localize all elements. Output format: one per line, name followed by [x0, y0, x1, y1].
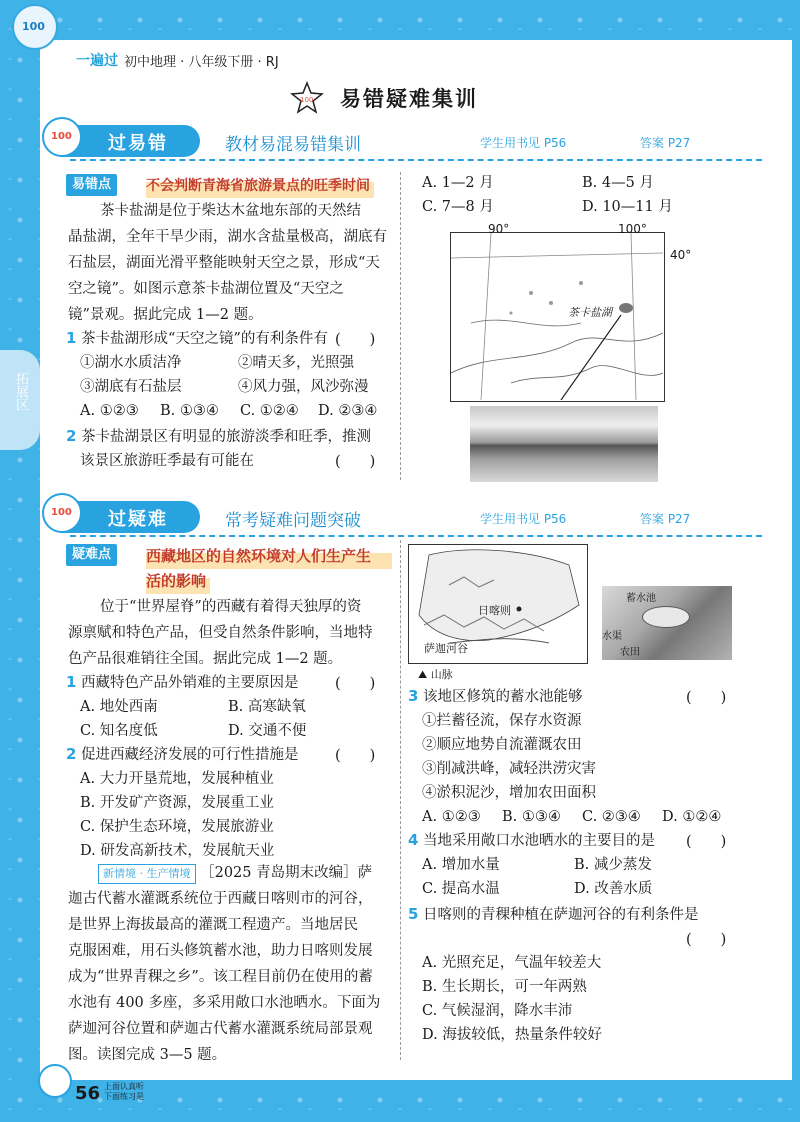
- option: ②晴天多，光照强: [238, 355, 354, 371]
- section-subtitle: 教材易混易错集训: [225, 135, 361, 155]
- question-4: [408, 830, 655, 852]
- choice[interactable]: A. ①②③: [80, 403, 139, 419]
- passage-line: 茶卡盐湖是位于柴达木盆地东部的天然结: [100, 203, 361, 219]
- lake-shape: [619, 303, 633, 313]
- context-line: 克服困难，用石头修筑蓄水池，助力日喀则发展: [68, 943, 373, 959]
- hard-point-title-cont: 活的影响: [146, 572, 207, 590]
- question-number: 5: [408, 905, 419, 923]
- choice[interactable]: B. 减少蒸发: [574, 857, 652, 873]
- section-ref: 学生用书见 P56: [480, 512, 567, 526]
- choice[interactable]: B. 开发矿产资源，发展重工业: [80, 795, 274, 811]
- qinghai-map: [450, 232, 665, 402]
- brand-name: 一遍过: [76, 53, 118, 69]
- question-stem: 日喀则的青稞种植在萨迦河谷的有利条件是: [423, 907, 699, 923]
- choice[interactable]: C. 保护生态环境，发展旅游业: [80, 819, 274, 835]
- option: ④淤积泥沙，增加农田面积: [422, 785, 596, 801]
- hard-point-tag: 疑难点: [66, 544, 117, 566]
- mascot-icon: [42, 493, 82, 533]
- answer-blank[interactable]: ( ): [335, 676, 376, 692]
- passage-line: 晶盐湖，全年干旱少雨，湖水含盐量极高，湖底有: [68, 229, 387, 245]
- context-line: 图。读图完成 3—5 题。: [68, 1047, 227, 1063]
- option: ①拦蓄径流，保存水资源: [422, 713, 582, 729]
- page-title: 易错疑难集训: [340, 87, 478, 111]
- question-number: 2: [66, 427, 77, 445]
- choice[interactable]: D. ①②④: [662, 809, 722, 825]
- passage-line: 位于“世界屋脊”的西藏有着得天独厚的资: [100, 599, 362, 615]
- answer-blank[interactable]: ( ): [335, 748, 376, 764]
- choice[interactable]: A. 光照充足，气温年较差大: [422, 955, 602, 971]
- page-title-block: [290, 78, 570, 118]
- choice[interactable]: D. 研发高新技术，发展航天业: [80, 843, 275, 859]
- passage-line: 镜”景观。据此完成 1—2 题。: [68, 307, 263, 323]
- hard-point-title: 西藏地区的自然环境对人们生产生: [146, 547, 372, 565]
- question-5: [408, 904, 699, 926]
- choice[interactable]: D. 改善水质: [574, 881, 653, 897]
- map-legend: [418, 664, 453, 686]
- question-number: 2: [66, 745, 77, 763]
- question-1: [66, 328, 328, 350]
- side-tab-label: 拓展区: [13, 372, 28, 411]
- passage-line: 石盐层，湖面光滑平整能映射天空之景，形成“天: [68, 255, 380, 271]
- mountain-icon: ⛰: [418, 668, 428, 681]
- map-lake-label: 茶卡盐湖: [568, 306, 612, 319]
- choice[interactable]: A. 大力开垦荒地，发展种植业: [80, 771, 274, 787]
- question-stem: 该地区修筑的蓄水池能够: [423, 689, 583, 705]
- map-lon-90: 90°: [488, 222, 510, 236]
- column-divider: [400, 540, 401, 1060]
- question-2: [66, 744, 299, 766]
- option: ③湖底有石盐层: [80, 379, 182, 395]
- choice[interactable]: D. 交通不便: [228, 723, 307, 739]
- option: ②顺应地势自流灌溉农田: [422, 737, 582, 753]
- map-lat-40: 40°: [670, 248, 692, 262]
- footer-logo-icon: [38, 1064, 72, 1098]
- map-valley-label: 萨迦河谷: [424, 642, 468, 655]
- section-ref: 学生用书见 P56: [480, 136, 567, 150]
- choice[interactable]: D. 10—11 月: [582, 199, 673, 215]
- context-tag: 新情境 · 生产情境: [98, 864, 196, 884]
- brand-logo-icon: [12, 4, 58, 50]
- page-number: 56: [75, 1083, 101, 1104]
- choice[interactable]: D. ②③④: [318, 403, 378, 419]
- error-point-tag: 易错点: [66, 174, 117, 196]
- map-city-label: 日喀则: [478, 604, 511, 617]
- question-2: [66, 426, 371, 448]
- error-point-title: 不会判断青海省旅游景点的旺季时间: [146, 178, 370, 194]
- section-badge: [60, 125, 200, 157]
- context-line: 萨迦河谷位置和萨迦古代蓄水灌溉系统局部景观: [68, 1021, 373, 1037]
- section-divider: [70, 535, 762, 537]
- context-line: 水池有 400 多座，多采用敞口水池晒水。下面为: [68, 995, 381, 1011]
- choice[interactable]: C. 提高水温: [422, 881, 500, 897]
- choice[interactable]: B. ①③④: [160, 403, 219, 419]
- map-lon-100: 100°: [618, 222, 647, 236]
- course-title: 初中地理 · 八年级下册 · RJ: [124, 55, 279, 70]
- passage-line: 色产品很难销往全国。据此完成 1—2 题。: [68, 651, 343, 667]
- answer-blank[interactable]: ( ): [335, 332, 376, 348]
- footer-note-line: 上面认真听: [104, 1082, 144, 1091]
- section-answer: 答案 P27: [640, 136, 691, 150]
- passage-line: 空之镜”。如图示意茶卡盐湖位置及“天空之: [68, 281, 344, 297]
- section-subtitle: 常考疑难问题突破: [225, 511, 361, 531]
- answer-blank[interactable]: ( ): [335, 454, 376, 470]
- sky-mirror-photo: [470, 406, 658, 482]
- legend-label: 山脉: [430, 668, 453, 681]
- choice[interactable]: B. ①③④: [502, 809, 561, 825]
- choice[interactable]: C. ②③④: [582, 809, 641, 825]
- question-1: [66, 672, 299, 694]
- choice[interactable]: B. 高寒缺氧: [228, 699, 306, 715]
- question-stem: 茶卡盐湖景区有明显的旅游淡季和旺季，推测: [81, 429, 372, 445]
- section-bar-errors: [40, 125, 762, 157]
- section-badge: [60, 501, 200, 533]
- choice[interactable]: B. 生长期长，可一年两熟: [422, 979, 587, 995]
- choice[interactable]: C. 知名度低: [80, 723, 158, 739]
- answer-blank[interactable]: ( ): [686, 690, 727, 706]
- question-stem: 西藏特色产品外销难的主要原因是: [81, 675, 299, 691]
- answer-blank[interactable]: ( ): [686, 932, 727, 948]
- option: ④风力强，风沙弥漫: [238, 379, 369, 395]
- map-svg: [451, 233, 663, 400]
- question-stem: 当地采用敞口水池晒水的主要目的是: [423, 833, 656, 849]
- question-number: 1: [66, 329, 77, 347]
- section-badge-label: 过易错: [108, 133, 168, 154]
- context-source: ［2025 青岛期末改编］萨: [200, 865, 373, 881]
- answer-blank[interactable]: ( ): [686, 834, 727, 850]
- choice[interactable]: B. 4—5 月: [582, 175, 654, 191]
- mascot-icon: [42, 117, 82, 157]
- choice[interactable]: A. 1—2 月: [422, 175, 494, 191]
- footer-note: [104, 1082, 144, 1102]
- choice[interactable]: A. 地处西南: [80, 699, 158, 715]
- section-divider: [70, 159, 762, 161]
- context-line: 是世界上海拔最高的灌溉工程遗产。当地居民: [68, 917, 358, 933]
- choice[interactable]: C. 气候湿润，降水丰沛: [422, 1003, 573, 1019]
- footer-note-line: 下面练习是: [104, 1092, 144, 1101]
- question-number: 1: [66, 673, 77, 691]
- question-stem: 促进西藏经济发展的可行性措施是: [81, 747, 299, 763]
- passage-line: 源禀赋和特色产品，但受自然条件影响，当地特: [68, 625, 373, 641]
- context-header: [98, 862, 372, 884]
- section-badge-label: 过疑难: [108, 509, 168, 530]
- question-stem-cont: 该景区旅游旺季最有可能在: [80, 453, 254, 469]
- choice[interactable]: C. ①②④: [240, 403, 299, 419]
- photo-pool-label: 蓄水池: [626, 593, 656, 604]
- section-answer: 答案 P27: [640, 512, 691, 526]
- option: ①湖水水质洁净: [80, 355, 182, 371]
- choice[interactable]: C. 7—8 月: [422, 199, 494, 215]
- column-divider: [400, 172, 401, 480]
- choice[interactable]: A. ①②③: [422, 809, 481, 825]
- section-bar-difficult: [40, 501, 762, 533]
- svg-text:100: 100: [300, 96, 314, 104]
- side-tab: [0, 350, 40, 450]
- context-line: 成为“世界青稞之乡”。该工程目前仍在使用的蓄: [68, 969, 373, 985]
- context-line: 迦古代蓄水灌溉系统位于西藏日喀则市的河谷，: [68, 891, 373, 907]
- photo-canal-label: 水渠: [602, 631, 622, 642]
- star-badge-icon: [290, 81, 324, 115]
- choice[interactable]: A. 增加水量: [422, 857, 500, 873]
- question-number: 4: [408, 831, 419, 849]
- option: ③削减洪峰，减轻洪涝灾害: [422, 761, 596, 777]
- question-3: [408, 686, 583, 708]
- question-stem: 茶卡盐湖形成“天空之镜”的有利条件有: [81, 331, 328, 347]
- photo-field-label: 农田: [620, 647, 640, 658]
- choice[interactable]: D. 海拔较低，热量条件较好: [422, 1027, 602, 1043]
- question-number: 3: [408, 687, 419, 705]
